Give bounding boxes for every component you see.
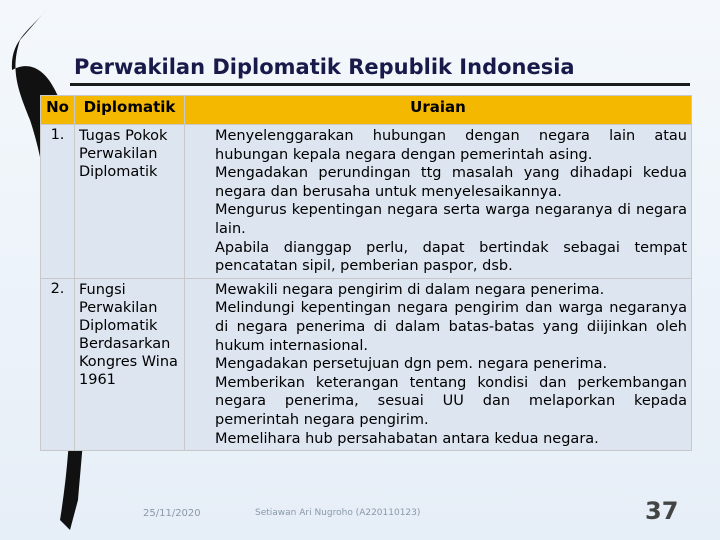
list-item bbox=[189, 239, 687, 276]
list-item-text: Memelihara hub persahabatan antara kedua negara. bbox=[215, 430, 599, 447]
page-title: Perwakilan Diplomatik Republik Indonesia bbox=[74, 55, 575, 79]
row-number: 1. bbox=[41, 125, 75, 279]
table-row bbox=[41, 125, 692, 279]
list-item bbox=[189, 374, 687, 430]
list-item bbox=[189, 430, 687, 449]
row-uraian bbox=[185, 278, 692, 450]
header-diplomatik: Diplomatik bbox=[75, 96, 185, 125]
list-item-text: Menyelenggarakan hubungan dengan negara lain atau hubungan kepala negara dengan pemerintah asing. bbox=[215, 128, 687, 163]
header-uraian: Uraian bbox=[185, 96, 692, 125]
list-item bbox=[189, 164, 687, 201]
diplomatik-table bbox=[40, 95, 692, 451]
title-bar bbox=[70, 55, 690, 85]
footer-date: 25/11/2020 bbox=[143, 508, 201, 519]
row-number: 2. bbox=[41, 278, 75, 450]
list-item-text: Mengadakan perundingan ttg masalah yang dihadapi kedua negara dan berusaha untuk menyelesaikannya. bbox=[215, 165, 687, 200]
row-diplomatik: Fungsi Perwakilan Diplomatik Berdasarkan Kongres Wina 1961 bbox=[75, 278, 185, 450]
list-item bbox=[189, 127, 687, 164]
list-item bbox=[189, 355, 687, 374]
header-no: No bbox=[41, 96, 75, 125]
list-item-text: Melindungi kepentingan negara pengirim dan warga negaranya di negara penerima di dalam batas-batas yang diijinkan oleh hukum internasional. bbox=[215, 300, 687, 354]
table-header-row bbox=[41, 96, 692, 125]
row-uraian bbox=[185, 125, 692, 279]
list-item bbox=[189, 281, 687, 300]
list-item bbox=[189, 201, 687, 238]
list-item-text: Apabila dianggap perlu, dapat bertindak sebagai tempat pencatatan sipil, pemberian paspor, dsb. bbox=[215, 239, 687, 275]
list-item-text: Memberikan keterangan tentang kondisi dan perkembangan negara penerima, sesuai UU dan melaporkan kepada pemerintah negara pengirim. bbox=[215, 374, 687, 428]
row-diplomatik: Tugas Pokok Perwakilan Diplomatik bbox=[75, 125, 185, 279]
title-underline bbox=[70, 83, 690, 86]
page-number: 37 bbox=[645, 497, 679, 525]
list-item-text: Mewakili negara pengirim di dalam negara penerima. bbox=[215, 281, 605, 298]
list-item-text: Mengurus kepentingan negara serta warga negaranya di negara lain. bbox=[215, 202, 687, 237]
list-item bbox=[189, 299, 687, 355]
list-item-text: Mengadakan persetujuan dgn pem. negara penerima. bbox=[215, 356, 608, 373]
footer-author: Setiawan Ari Nugroho (A220110123) bbox=[255, 508, 421, 518]
table-row bbox=[41, 278, 692, 450]
